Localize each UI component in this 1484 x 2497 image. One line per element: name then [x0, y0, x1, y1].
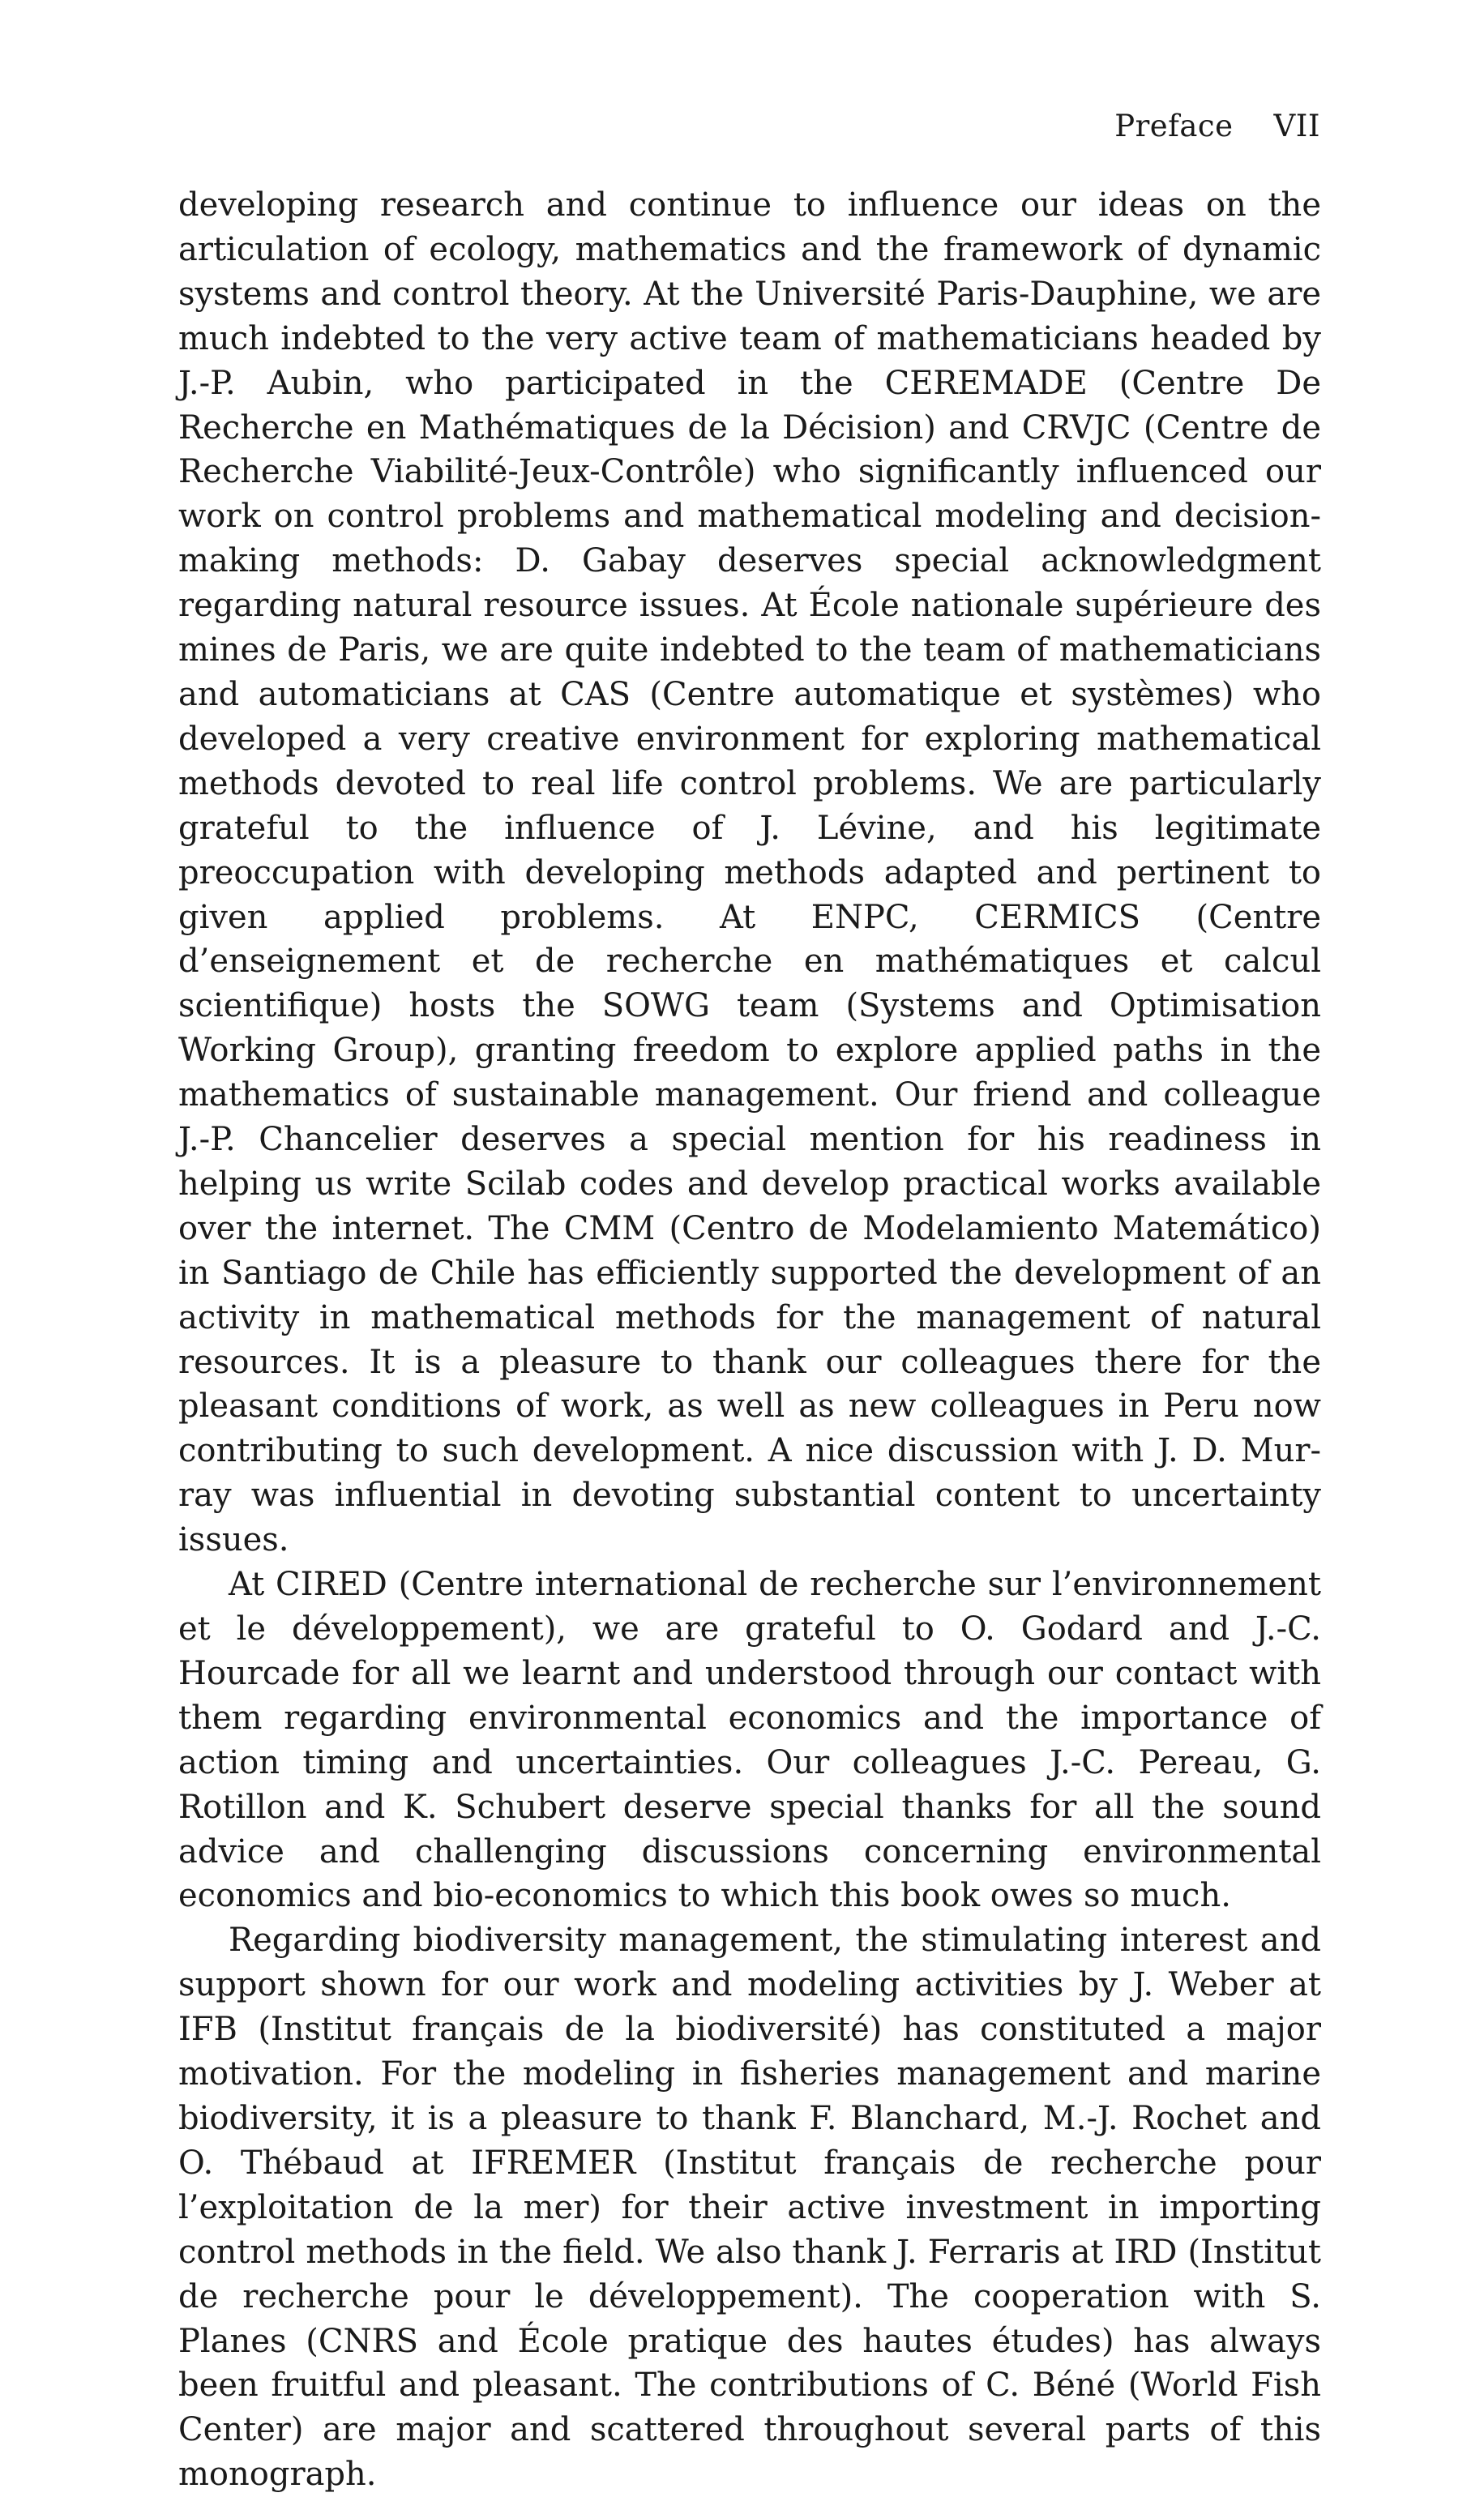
- page-number: VII: [1273, 109, 1320, 143]
- running-head: [1114, 109, 1320, 143]
- running-head-title: Preface: [1114, 109, 1234, 143]
- paragraph-continued: developing research and continue to influence our ideas on the articulation of ecology, mathematics and the framework of dynamic systems and control theory. At the Université Paris-Dauphine, we are much indebted to the very active team of mathematicians headed by J.-P. Aubin, who participated in the CEREMADE (Centre De Recherche en Mathématiques de la Décision) and CRVJC (Centre de Recherche Viabilité-Jeux-Contrôle) who significantly influenced our work on control problems and mathematical modeling and decision-making methods: D. Gabay deserves special acknowledgment regarding natural resource issues. At École nationale supérieure des mines de Paris, we are quite indebted to the team of mathematicians and automaticians at CAS (Centre automatique et systèmes) who developed a very creative environment for exploring mathematical methods devoted to real life control problems. We are particularly grateful to the influence of J. Lévine, and his legitimate preoccupation with developing methods adapted and pertinent to given applied problems. At ENPC, CERMICS (Centre d’enseignement et de recherche en mathématiques et calcul scientifique) hosts the SOWG team (Systems and Optimisation Working Group), granting freedom to explore applied paths in the mathematics of sustainable management. Our friend and colleague J.-P. Chancelier deserves a special mention for his readiness in helping us write Scilab codes and develop practical works available over the internet. The CMM (Centro de Modelamiento Matemático) in Santiago de Chile has efficiently supported the development of an activity in mathematical methods for the management of natural resources. It is a pleasure to thank our colleagues there for the pleasant conditions of work, as well as new colleagues in Peru now contributing to such development. A nice discussion with J. D. Murray was influential in devoting substantial content to uncertainty issues.: [178, 186, 1321, 1559]
- paragraph-biodiversity: Regarding biodiversity management, the stimulating interest and support shown for our work and modeling activities by J. Weber at IFB (Institut français de la biodiversité) has constituted a major motivation. For the modeling in fisheries management and marine biodiversity, it is a pleasure to thank F. Blanchard, M.-J. Rochet and O. Thébaud at IFREMER (Institut français de recherche pour l’exploitation de la mer) for their active investment in importing control methods in the field. We also thank J. Ferraris at IRD (Institut de recherche pour le développement). The cooperation with S. Planes (CNRS and École pratique des hautes études) has always been fruitful and pleasant. The contributions of C. Béné (World Fish Center) are major and scattered throughout several parts of this monograph.: [178, 1922, 1321, 2494]
- body-text: [178, 183, 1321, 2497]
- paragraph-cired: At CIRED (Centre international de recherche sur l’environnement et le développement), we are grateful to O. Godard and J.-C. Hourcade for all we learnt and understood through our contact with them regarding environmental economics and the importance of action timing and uncertainties. Our colleagues J.-C. Pereau, G. Rotillon and K. Schubert deserve special thanks for all the sound advice and challenging discussions concerning environmental economics and bio-economics to which this book owes so much.: [178, 1566, 1321, 1915]
